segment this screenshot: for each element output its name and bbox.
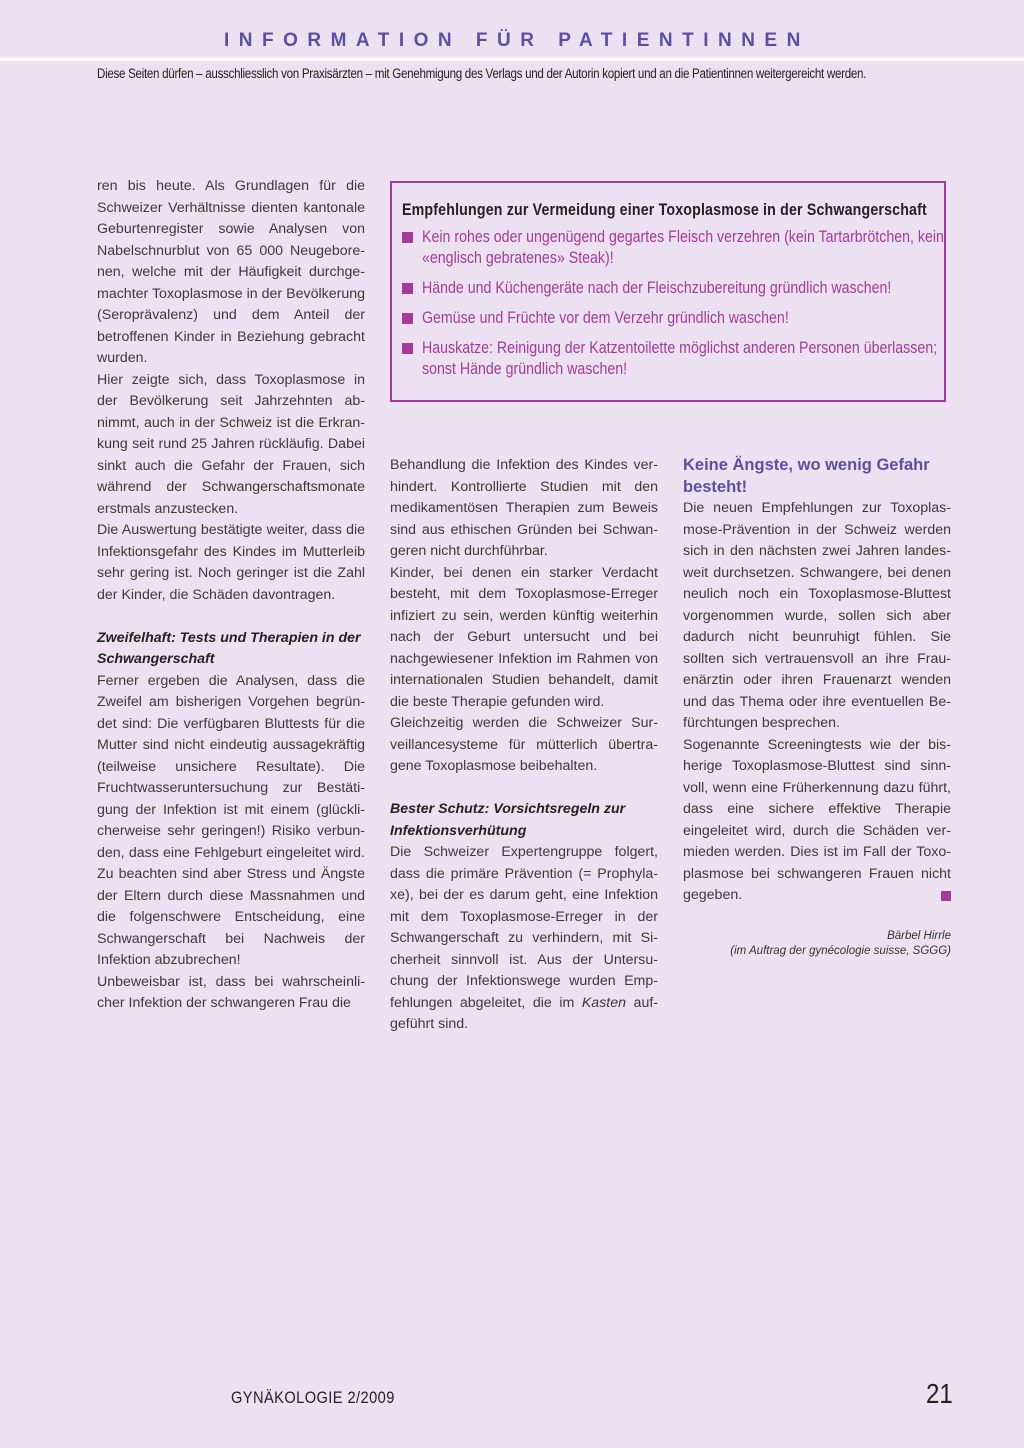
list-item (402, 308, 934, 329)
author-note: (im Auftrag der gynécologie suisse, SGGG) (730, 944, 951, 957)
item-line: Kein rohes oder ungenügend gegartes Fleisch verzehren (kein Tartarbrötchen, kein (422, 228, 944, 246)
item-line: sonst Hände gründlich waschen! (422, 360, 628, 378)
copyright-notice: Diese Seiten dürfen – ausschliesslich von Praxisärzten – mit Genehmigung des Verlags und der Autorin kopiert und an die Patientinnen weitergereicht werden. (97, 66, 867, 81)
column-right (683, 454, 951, 959)
square-bullet-icon (402, 283, 413, 294)
paragraph-text: Sogenannte Screeningtests wie der bisherige Toxoplasmose-Bluttest sind sinnvoll, wenn eine Früherkennung dazu führt, dass eine sichere effektive Therapie eingeleitet wird, durch die Schäden vermieden werden. Dies ist im Fall der Toxoplasmose bei schwangeren Frauen nicht gegeben. (683, 736, 951, 903)
paragraph: ren bis heute. Als Grundlagen für die Schweizer Verhältnisse dienten kantonale Geburtenregister sowie Analysen von Nabelschnurblut von 65 000 Neugeborenen, welche mit der Häufigkeit durchgemachter Toxoplasmose in der Bevölkerung (Seroprävalenz) und dem Anteil der betroffenen Kinder in Beziehung gebracht wurden. (97, 178, 365, 366)
square-bullet-icon (402, 232, 413, 243)
paragraph: Die Auswertung bestätigte weiter, dass die Infektionsgefahr des Kindes im Mutterleib sehr gering ist. Noch geringer ist die Zahl der Kinder, die Schäden davontragen. (97, 522, 365, 603)
paragraph-text: aufgeführt sind. (390, 994, 659, 1032)
header-divider (0, 58, 1024, 61)
subheading: Zweifelhaft: Tests und Therapien in der Schwangerschaft (97, 629, 361, 667)
square-bullet-icon (402, 343, 413, 354)
paragraph (390, 842, 658, 1036)
emphasis: Kasten (581, 994, 627, 1011)
column-left (97, 176, 365, 1015)
paragraph-text: Die Schweizer Expertengruppe folgert, dass die primäre Prävention (= Prophylaxe), bei der es darum geht, eine Infektion mit dem Toxoplasmose-Erreger in der Schwangerschaft zu verhindern, mit Sicherheit sinnvoll ist. Aus der Untersuchung der Infektionswege wurden Empfehlungen abgeleitet, die im (390, 844, 658, 1011)
list-item (402, 278, 934, 299)
page-number: 21 (926, 1378, 953, 1409)
item-line: Gemüse und Früchte vor dem Verzehr gründlich waschen! (422, 309, 789, 327)
subheading: Bester Schutz: Vorsichtsregeln zur Infektionsverhütung (390, 801, 626, 839)
item-line: «englisch gebratenes» Steak)! (422, 249, 614, 267)
end-mark-icon (941, 891, 951, 901)
paragraph: Unbeweisbar ist, dass bei wahrscheinlicher Infektion der schwangeren Frau die (97, 973, 365, 1011)
square-bullet-icon (402, 313, 413, 324)
section-heading: Keine Ängste, wo wenig Gefahr besteht! (683, 456, 930, 496)
item-line: Hauskatze: Reinigung der Katzentoilette möglichst anderen Personen überlassen; (422, 339, 938, 357)
paragraph: Gleichzeitig werden die Schweizer Surveillancesysteme für mütterlich übertragene Toxoplasmose beibehalten. (390, 715, 658, 774)
paragraph: Hier zeigte sich, dass Toxoplasmose in der Bevölkerung seit Jahrzehnten abnimmt, auch in der Schweiz ist die Erkrankung seit rund 25 Jahren rückläufig. Dabei sinkt auch die Gefahr der Frauen, sich während der Schwangerschaftsmonate erstmals anzustecken. (97, 371, 365, 517)
box-title: Empfehlungen zur Vermeidung einer Toxoplasmose in der Schwangerschaft (402, 201, 927, 219)
section-title: INFORMATION FÜR PATIENTINNEN (224, 30, 810, 51)
recommendations-box (390, 181, 946, 402)
paragraph: Kinder, bei denen ein starker Verdacht besteht, mit dem Toxoplasmose-Erreger infiziert zu sein, werden künftig weiterhin nach der Geburt untersucht und bei nachgewiesener Infektion im Rahmen von internationalen Studien behandelt, damit die beste Therapie gefunden wird. (390, 564, 658, 710)
author-name: Bärbel Hirrle (887, 929, 951, 942)
paragraph: Die neuen Empfehlungen zur Toxoplasmose-Prävention in der Schweiz werden sich in den nächsten zwei Jahren landesweit durchsetzen. Schwangere, bei denen neulich noch ein Toxoplasmose-Bluttest vorgenommen wurde, sollen sich aber dadurch nicht beunruhigt fühlen. Sie sollten sich vertrauensvoll an ihre Frauenärztin oder ihren Frauenarzt wenden und das Thema oder ihre eventuellen Befürchtungen besprechen. (683, 500, 951, 731)
paragraph: Behandlung die Infektion des Kindes verhindert. Kontrollierte Studien mit den medikamentösen Therapien zum Beweis sind aus ethischen Gründen bei Schwangeren nicht durchführbar. (390, 457, 658, 559)
item-line: Hände und Küchengeräte nach der Fleischzubereitung gründlich waschen! (422, 279, 892, 297)
list-item (402, 338, 938, 380)
paragraph: Ferner ergeben die Analysen, dass die Zweifel am bisherigen Vorgehen begründet sind: Die verfügbaren Bluttests für die Mutter sind nicht eindeutig aussagekräftig (teilweise unsichere Resultate). Die Fruchtwasseruntersuchung zur Bestätigung der Infektion ist mit einem (glücklicherweise sehr geringen!) Risiko verbunden, dass eine Fehlgeburt eingeleitet wird. Zu beachten sind aber Stress und Ängste der Eltern durch diese Massnahmen und die folgenschwere Entscheidung, eine Schwangerschaft bei Nachweis der Infektion abzubrechen! (97, 672, 365, 968)
column-middle (390, 455, 658, 1036)
paragraph (683, 735, 951, 907)
recommendations-list (402, 227, 944, 380)
journal-issue: GYNÄKOLOGIE 2/2009 (231, 1388, 395, 1407)
list-item (402, 227, 944, 269)
author-block (683, 929, 951, 959)
